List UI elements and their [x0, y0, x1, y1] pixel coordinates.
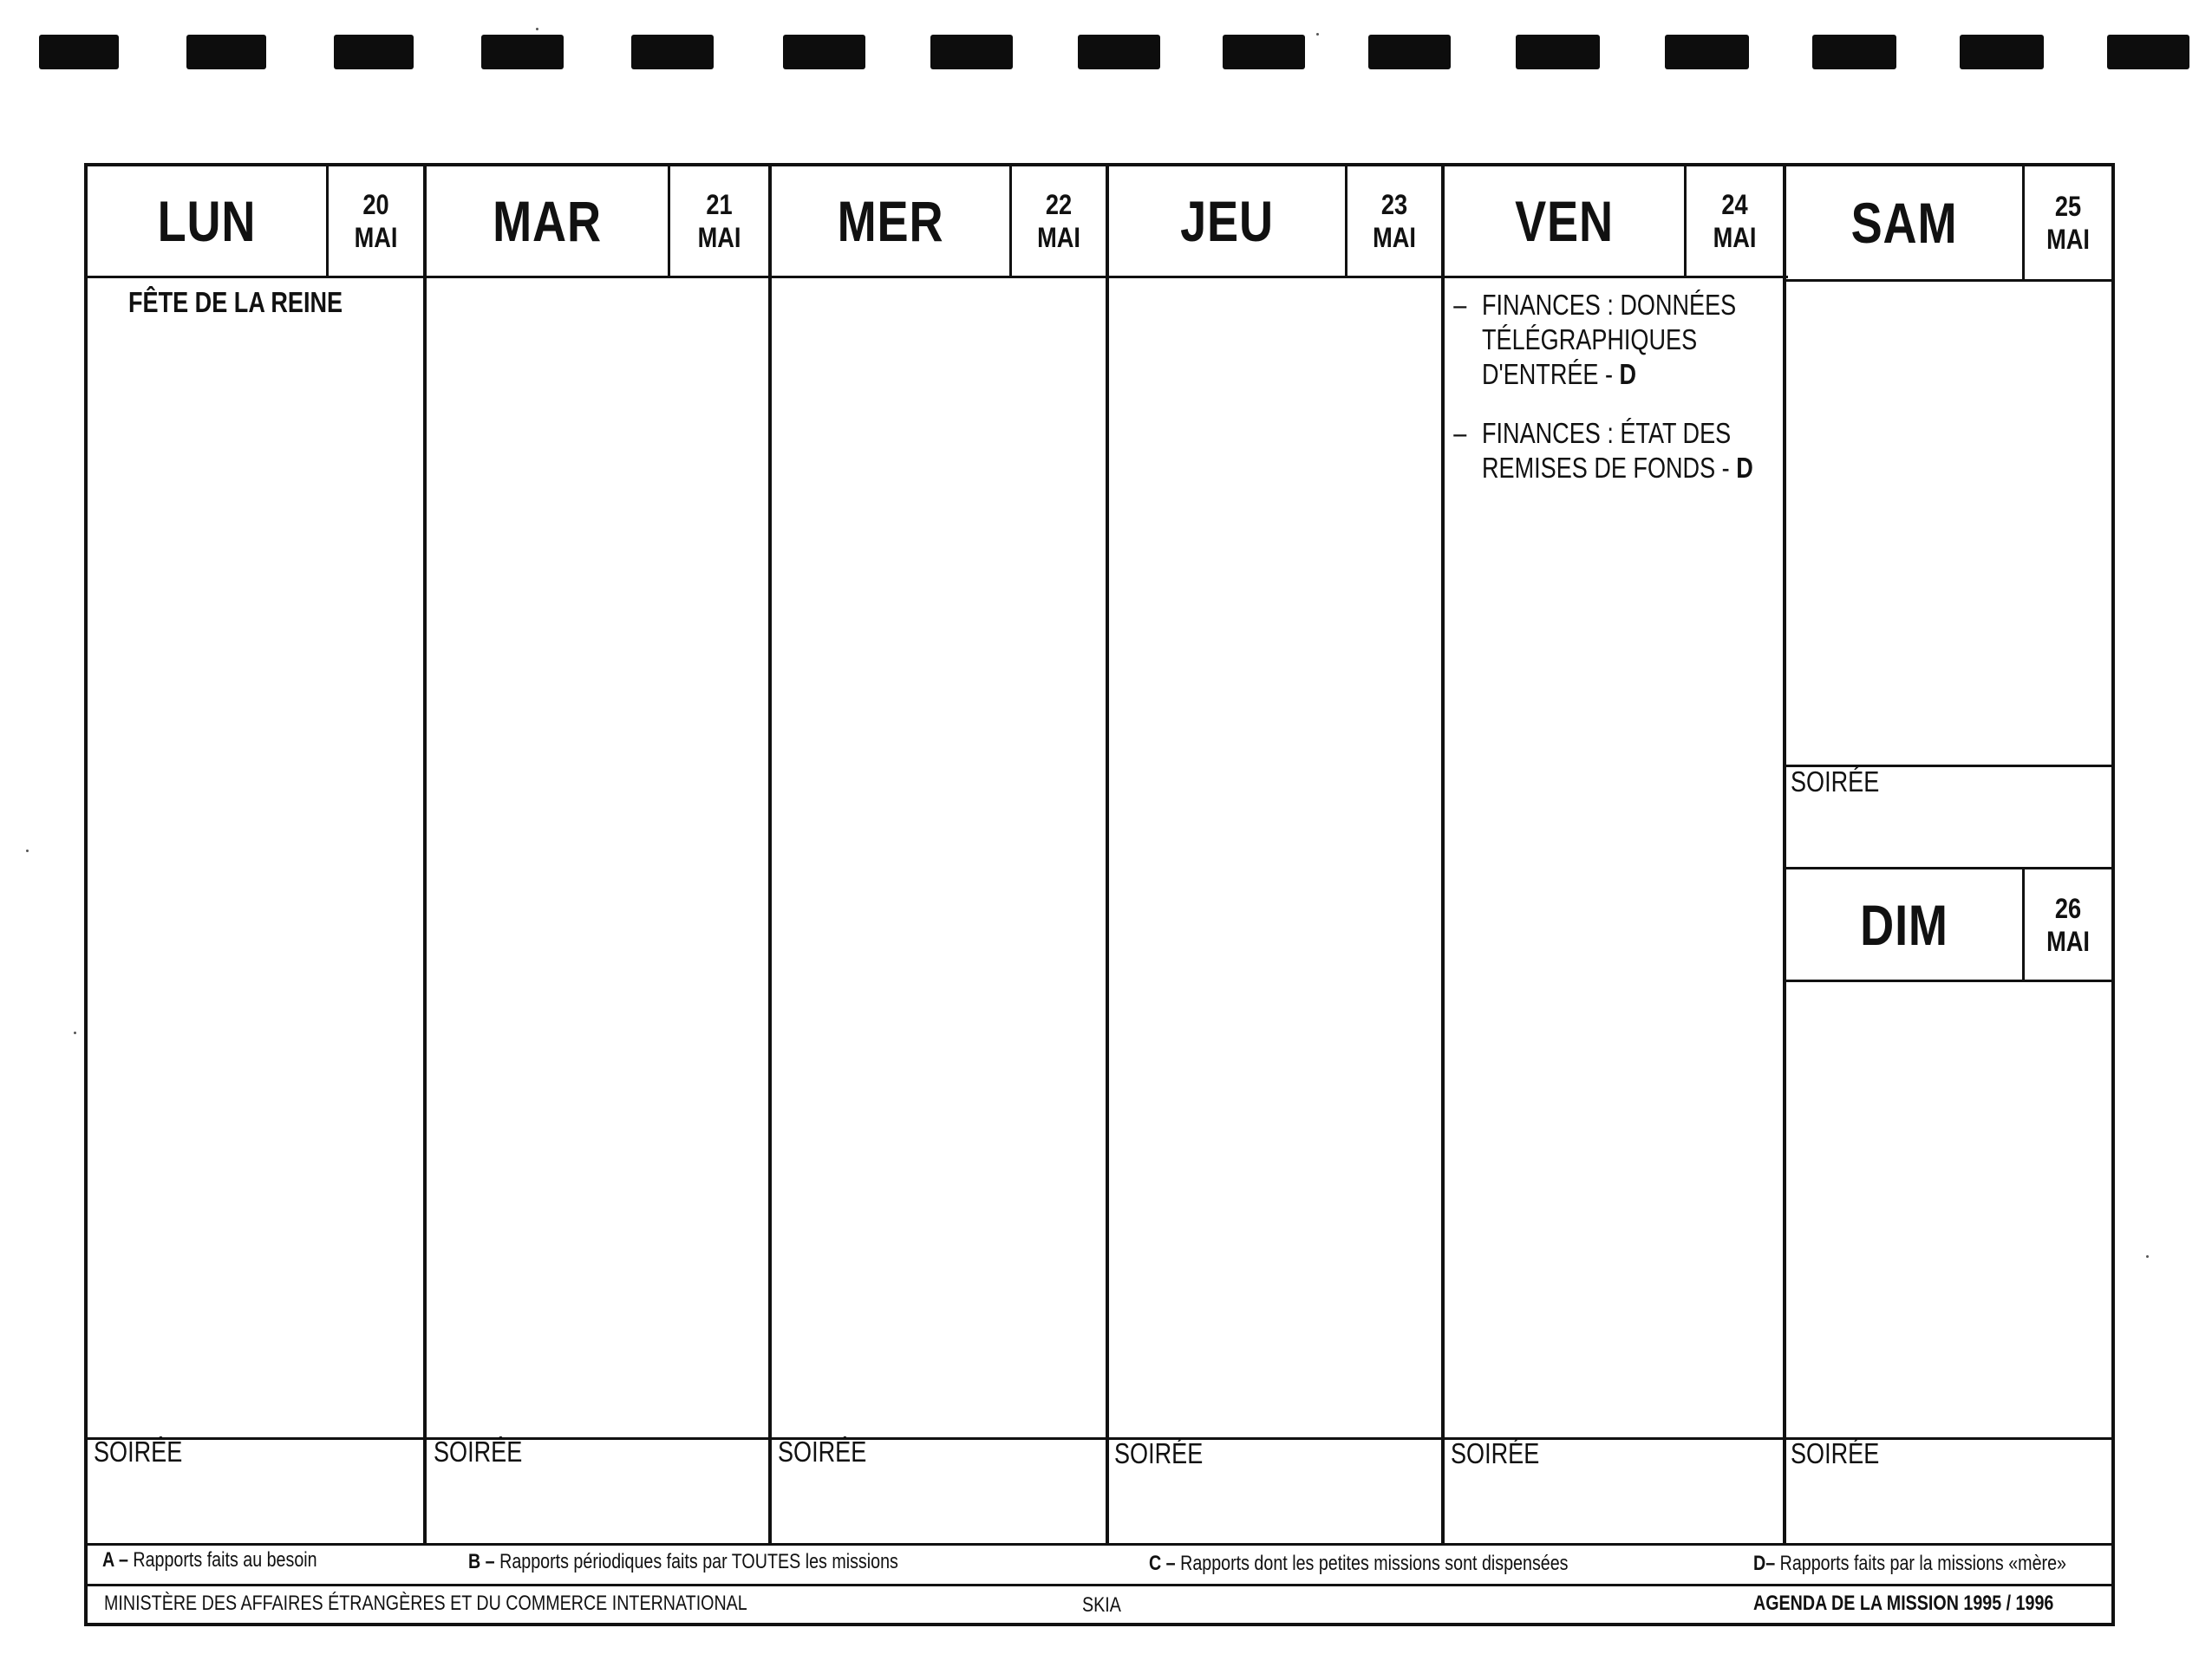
legend-text: Rapports faits par la missions «mère»: [1779, 1552, 2066, 1575]
evening-label-friday: SOIRÉE: [1451, 1437, 1540, 1469]
date-month: MAI: [697, 222, 741, 253]
day-name-tuesday: MAR: [493, 189, 602, 253]
date-box-divider: [1009, 163, 1012, 277]
evening-label-monday: SOIRÉE: [94, 1436, 183, 1468]
perforation-mark: [1812, 35, 1896, 69]
legend-text: Rapports périodiques faits par TOUTES les missions: [499, 1550, 898, 1573]
date-month: MAI: [354, 222, 398, 253]
perforation-mark: [1223, 35, 1305, 69]
date-box-divider: [2022, 163, 2025, 281]
date-box-wednesday: [1019, 166, 1099, 276]
date-month: MAI: [1713, 222, 1757, 253]
legend-text: Rapports faits au besoin: [133, 1548, 317, 1572]
date-box-divider: [1684, 163, 1687, 277]
date-box-monday: [336, 166, 416, 276]
legend-b: [468, 1550, 898, 1574]
legend-code: B –: [468, 1550, 495, 1573]
perforation-mark: [631, 35, 714, 69]
scan-speck: [74, 1032, 76, 1034]
legend-code: A –: [102, 1548, 128, 1572]
date-month: MAI: [2046, 925, 2090, 957]
event-text: D'ENTRÉE -: [1482, 358, 1620, 390]
date-box-tuesday: [677, 166, 760, 276]
day-name-sunday: DIM: [1860, 892, 1948, 957]
evening-label-saturday: SOIRÉE: [1791, 765, 1880, 798]
perforation-mark: [186, 35, 266, 69]
evening-label-sunday: SOIRÉE: [1791, 1437, 1880, 1469]
date-day: 20: [362, 189, 389, 220]
perforation-mark: [334, 35, 414, 69]
date-day: 26: [2054, 892, 2082, 924]
date-day: 21: [706, 189, 733, 220]
legend-c: [1149, 1552, 1569, 1576]
footer-agenda: [1753, 1592, 2053, 1616]
perforation-mark: [1665, 35, 1749, 69]
day-name-saturday: SAM: [1850, 191, 1958, 255]
date-box-thursday: [1354, 166, 1434, 276]
column-divider: [1441, 163, 1445, 1545]
scan-speck: [536, 28, 538, 30]
footer-ministry: MINISTÈRE DES AFFAIRES ÉTRANGÈRES ET DU COMMERCE INTERNATIONAL: [104, 1592, 747, 1615]
perforation-mark: [1516, 35, 1600, 69]
event-line: FINANCES : ÉTAT DES: [1482, 417, 1732, 449]
report-code: D: [1736, 452, 1753, 484]
date-day: 22: [1045, 189, 1073, 220]
day-name-wednesday: MER: [837, 189, 944, 253]
perforation-mark: [2107, 35, 2189, 69]
perforation-mark: [481, 35, 564, 69]
date-box-divider: [326, 163, 329, 277]
date-box-divider: [1345, 163, 1347, 277]
perforation-mark: [1368, 35, 1451, 69]
bullet-dash: –: [1453, 417, 1467, 449]
column-divider: [423, 163, 427, 1545]
scan-speck: [1316, 33, 1319, 36]
header-divider-sat: [1786, 279, 2115, 282]
evening-label-tuesday: SOIRÉE: [434, 1436, 523, 1468]
event-line: [1482, 451, 1753, 485]
date-day: 24: [1721, 189, 1748, 220]
friday-event: [1453, 288, 1737, 392]
date-box-friday: [1693, 166, 1775, 276]
legend-text: Rapports dont les petites missions sont dispensées: [1180, 1552, 1569, 1575]
scan-speck: [26, 850, 29, 852]
perforation-mark: [39, 35, 119, 69]
legend-code: D–: [1753, 1552, 1776, 1575]
evening-label-thursday: SOIRÉE: [1114, 1437, 1204, 1469]
legend-divider: [84, 1543, 2115, 1546]
evening-label-wednesday: SOIRÉE: [778, 1436, 867, 1468]
footer-agenda-text: AGENDA DE LA MISSION 1995 / 1996: [1753, 1592, 2054, 1615]
event-line: FINANCES : DONNÉES: [1482, 289, 1737, 321]
bullet-dash: –: [1453, 289, 1467, 321]
date-box-divider: [2022, 867, 2025, 981]
date-box-sunday: [2032, 869, 2105, 980]
sun-header-divider: [1786, 980, 2115, 982]
date-month: MAI: [1037, 222, 1080, 253]
perforation-mark: [1960, 35, 2044, 69]
legend-code: C –: [1149, 1552, 1176, 1575]
date-month: MAI: [1373, 222, 1416, 253]
date-day: 23: [1380, 189, 1408, 220]
date-box-divider: [668, 163, 670, 277]
day-name-thursday: JEU: [1180, 189, 1274, 253]
column-divider: [1783, 163, 1786, 1545]
monday-holiday-note: FÊTE DE LA REINE: [128, 286, 343, 318]
report-code: D: [1619, 358, 1637, 390]
legend-a: [102, 1548, 317, 1573]
column-divider: [1106, 163, 1109, 1545]
day-name-friday: VEN: [1515, 189, 1614, 253]
footer-divider: [84, 1584, 2115, 1586]
footer-code: SKIA: [1082, 1593, 1121, 1617]
legend-d: [1753, 1552, 2066, 1576]
date-day: 25: [2054, 191, 2082, 222]
day-name-monday: LUN: [157, 189, 257, 253]
event-text: REMISES DE FONDS -: [1482, 452, 1737, 484]
perforation-mark: [1078, 35, 1160, 69]
perforation-mark: [783, 35, 865, 69]
header-divider: [84, 276, 1788, 278]
date-box-saturday: [2032, 166, 2105, 279]
friday-event: [1453, 416, 1753, 485]
date-month: MAI: [2046, 224, 2090, 255]
event-line: TÉLÉGRAPHIQUES: [1482, 323, 1698, 355]
event-line: [1482, 357, 1736, 392]
column-divider: [768, 163, 772, 1545]
perforation-mark: [930, 35, 1013, 69]
scan-speck: [2146, 1255, 2149, 1258]
